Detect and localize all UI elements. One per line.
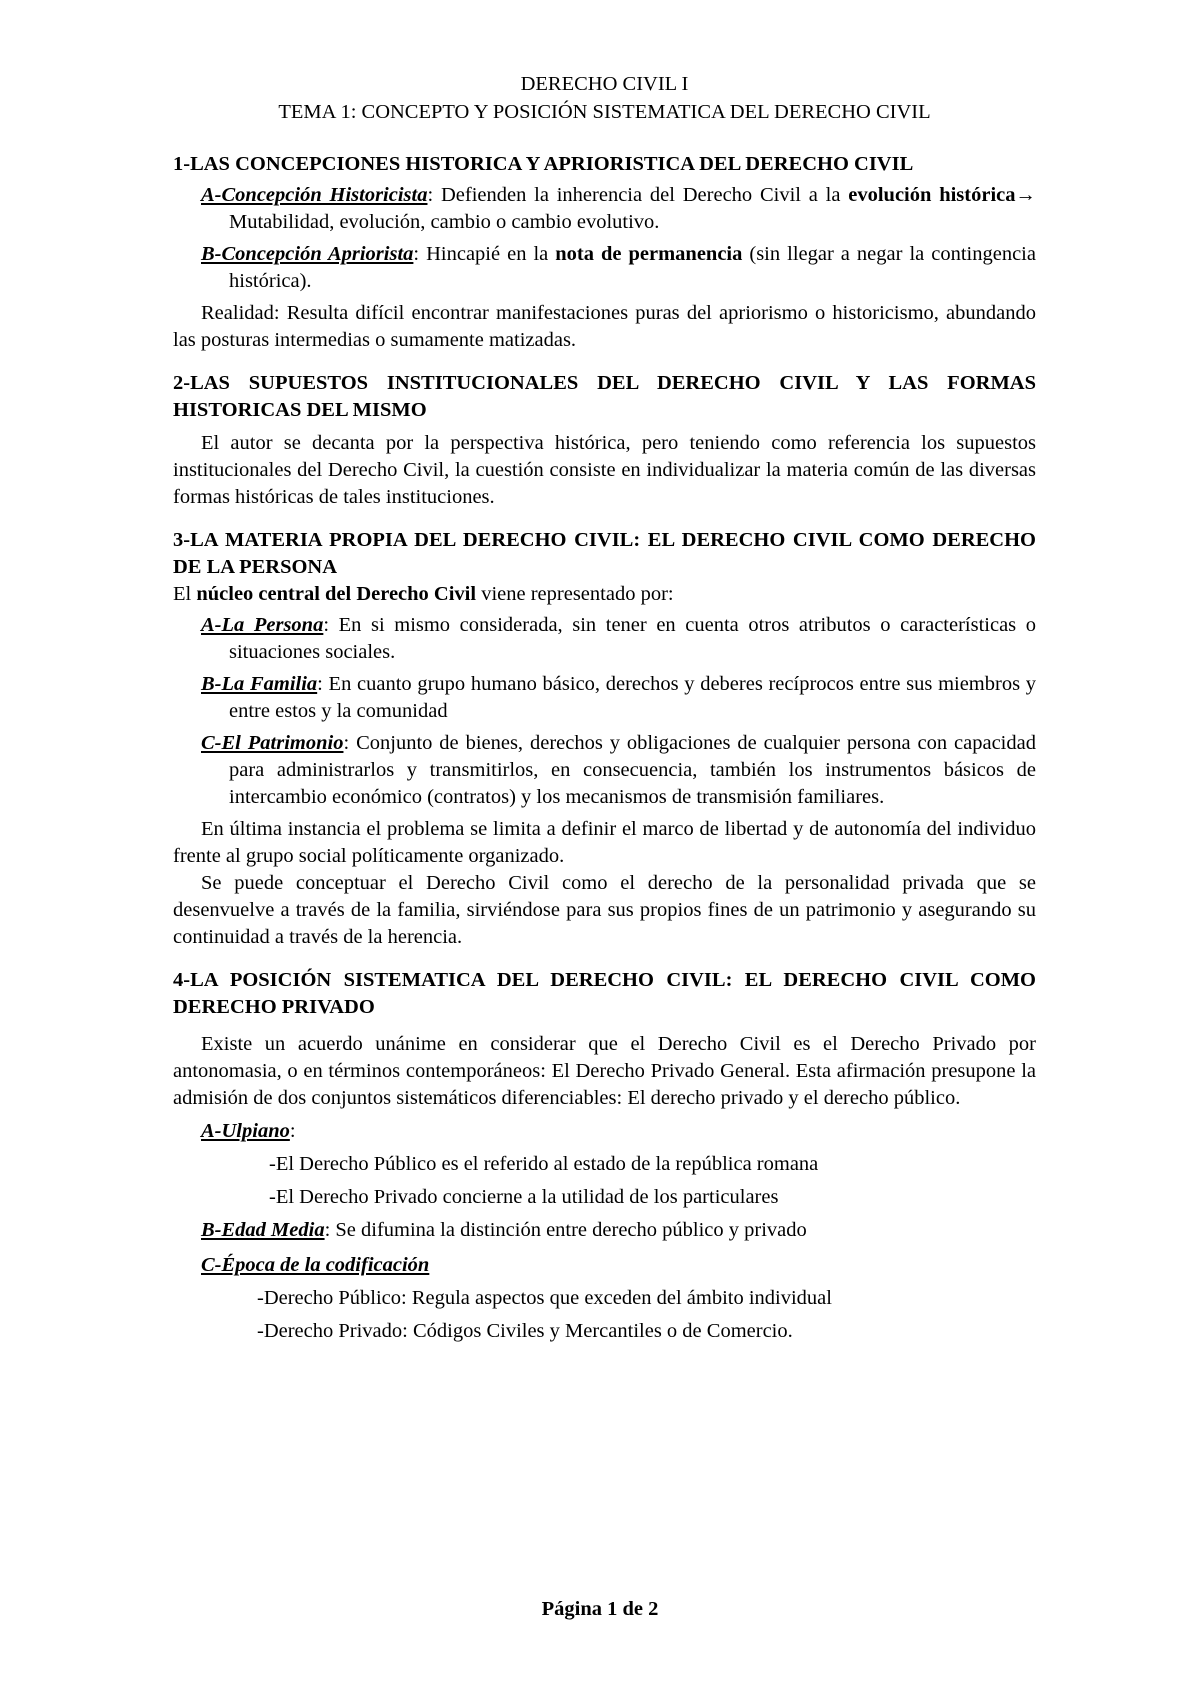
item-text: : xyxy=(289,1120,296,1142)
term-concepcion-apriorista: B-Concepción Apriorista xyxy=(201,243,414,265)
item-text: : Se difumina la distinción entre derecho público y privado xyxy=(324,1219,807,1241)
document-title: DERECHO CIVIL I xyxy=(520,73,689,95)
section-4-item-a-sub-2: -El Derecho Privado concierne a la utilidad de los particulares xyxy=(269,1186,779,1208)
intro-text: El xyxy=(173,583,197,605)
term-el-patrimonio: C-El Patrimonio xyxy=(201,732,344,754)
section-1-item-b xyxy=(173,241,1036,295)
bold-text: evolución histórica xyxy=(848,184,1016,206)
section-4-item-c-sub-2: -Derecho Privado: Códigos Civiles y Mercantiles o de Comercio. xyxy=(257,1320,793,1342)
section-1-heading: 1-LAS CONCEPCIONES HISTORICA Y APRIORISTICA DEL DERECHO CIVIL xyxy=(173,153,914,175)
item-text: : En si mismo considerada, sin tener en cuenta otros atributos o características o situaciones sociales. xyxy=(229,614,1036,663)
section-4-heading: 4-LA POSICIÓN SISTEMATICA DEL DERECHO CIVIL: EL DERECHO CIVIL COMO DERECHO PRIVADO xyxy=(173,969,1036,1018)
document-page xyxy=(173,70,1036,1345)
section-1-realidad: Realidad: Resulta difícil encontrar manifestaciones puras del apriorismo o historicismo, abundando las posturas intermedias o sumamente matizadas. xyxy=(173,302,1036,351)
section-3-item-b xyxy=(173,671,1036,725)
section-3-paragraph-3: Se puede conceptuar el Derecho Civil como el derecho de la personalidad privada que se desenvuelve a través de la familia, sirviéndose para sus propios fines de un patrimonio y asegurando su continuidad a través de la herencia. xyxy=(173,872,1036,948)
section-4-item-c-sub-1: -Derecho Público: Regula aspectos que exceden del ámbito individual xyxy=(257,1287,832,1309)
section-4-item-b xyxy=(173,1217,1036,1244)
section-3-heading: 3-LA MATERIA PROPIA DEL DERECHO CIVIL: EL DERECHO CIVIL COMO DERECHO DE LA PERSONA xyxy=(173,529,1036,578)
term-la-persona: A-La Persona xyxy=(201,614,324,636)
item-text: : Hincapié en la xyxy=(413,243,556,265)
term-concepcion-historicista: A-Concepción Historicista xyxy=(201,184,428,206)
section-3-item-c xyxy=(173,730,1036,811)
section-1-item-a xyxy=(173,182,1036,236)
section-3-intro xyxy=(173,581,1036,608)
section-3-paragraph-2: En última instancia el problema se limita a definir el marco de libertad y de autonomía del individuo frente al grupo social políticamente organizado. xyxy=(173,818,1036,867)
page-number: Página 1 de 2 xyxy=(541,1598,659,1620)
term-ulpiano: A-Ulpiano xyxy=(201,1120,290,1142)
item-text: Mutabilidad, evolución, cambio o cambio evolutivo. xyxy=(229,211,660,233)
document-subtitle: TEMA 1: CONCEPTO Y POSICIÓN SISTEMATICA DEL DERECHO CIVIL xyxy=(278,101,931,123)
section-3-item-a xyxy=(173,612,1036,666)
section-4-item-a-sub-1: -El Derecho Público es el referido al estado de la república romana xyxy=(269,1153,819,1175)
item-text: : En cuanto grupo humano básico, derechos y deberes recíprocos entre sus miembros y entre estos y la comunidad xyxy=(229,673,1036,722)
term-epoca-codificacion: C-Época de la codificación xyxy=(201,1254,430,1276)
section-4-paragraph: Existe un acuerdo unánime en considerar que el Derecho Civil es el Derecho Privado por antonomasia, o en términos contemporáneos: El Derecho Privado General. Esta afirmación presupone la admisión de dos conjuntos sistemáticos diferenciables: El derecho privado y el derecho público. xyxy=(173,1033,1036,1109)
item-text: : Conjunto de bienes, derechos y obligaciones de cualquier persona con capacidad para administrarlos y transmitirlos, en consecuencia, también los instrumentos básicos de intercambio económico (contratos) y los mecanismos de transmisión familiares. xyxy=(229,732,1036,808)
bold-text: nota de permanencia xyxy=(555,243,743,265)
right-arrow-icon: → xyxy=(1015,184,1036,206)
bold-text: núcleo central del Derecho Civil xyxy=(196,583,477,605)
item-text: : Defienden la inherencia del Derecho Civil a la xyxy=(427,184,849,206)
section-2-paragraph: El autor se decanta por la perspectiva histórica, pero teniendo como referencia los supuestos institucionales del Derecho Civil, la cuestión consiste en individualizar la materia común de las diversas formas históricas de tales instituciones. xyxy=(173,432,1036,508)
term-edad-media: B-Edad Media xyxy=(201,1219,325,1241)
section-4-item-a xyxy=(173,1118,1036,1145)
section-2-heading: 2-LAS SUPUESTOS INSTITUCIONALES DEL DERECHO CIVIL Y LAS FORMAS HISTORICAS DEL MISMO xyxy=(173,372,1036,421)
intro-text: viene representado por: xyxy=(476,583,674,605)
term-la-familia: B-La Familia xyxy=(201,673,318,695)
section-4-item-c xyxy=(173,1252,1036,1279)
item-text: (sin llegar a negar la contingencia histórica). xyxy=(229,243,1036,292)
